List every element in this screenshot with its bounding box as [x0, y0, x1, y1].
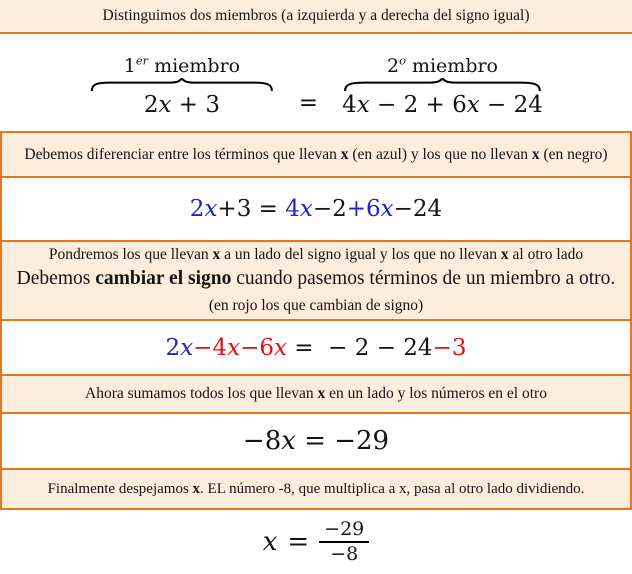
overbrace-icon [342, 78, 543, 91]
overbrace-icon [89, 78, 275, 91]
instruction-band-1 [0, 0, 632, 34]
instruction-text: Finalmente despejamos x. EL número -8, que multiplica a x, pasa al otro lado dividiendo. [47, 480, 585, 497]
equation-row-members [0, 34, 632, 131]
member-group-right [342, 53, 543, 118]
equation-row-colored-terms [2, 178, 630, 240]
equation-colored: 2x+3 = 4x−2+6x−24 [189, 196, 443, 222]
equation-row-simplified [2, 414, 630, 468]
instruction-text: Debemos diferenciar entre los términos que llevan x (en azul) y los que no llevan x (en negro) [24, 145, 608, 163]
instruction-band-3 [2, 240, 630, 321]
member-group-left [89, 53, 275, 118]
fraction-denominator: −8 [330, 543, 359, 565]
member-label-right: 2$^o$ miembro [386, 53, 498, 77]
member-expression-right: 4x − 2 + 6x − 24 [342, 91, 543, 118]
instruction-text: Distinguimos dos miembros (a izquierda y a derecha del signo igual) [102, 7, 530, 25]
instruction-text-line2: Debemos cambiar el signo cuando pasemos términos de un miembro a otro. (en rojo los que cambian de signo) [16, 268, 621, 314]
member-label-left: 1er miembro [123, 53, 241, 77]
equation-row-solution [0, 510, 632, 574]
solution-fraction [319, 519, 369, 566]
fraction-numerator: −29 [319, 519, 369, 543]
equation-row-sign-change [2, 321, 630, 374]
instruction-band-2 [2, 131, 630, 178]
instruction-band-4 [2, 374, 630, 414]
instruction-band-5 [2, 468, 630, 510]
equation-sign-change: 2x−4x−6x = − 2 − 24−3 [165, 334, 467, 361]
equals-sign: = [287, 527, 310, 557]
solution-variable: x [262, 527, 278, 557]
equals-sign: = [298, 90, 319, 116]
member-expression-left: 2x + 3 [143, 91, 220, 118]
equation-simplified: −8x = −29 [242, 426, 390, 456]
instruction-text: Ahora sumamos todos los que llevan x en un lado y los números en el otro [85, 385, 547, 403]
instruction-text-line1: Pondremos los que llevan x a un lado del signo igual y los que no llevan x al otro lado [48, 245, 584, 263]
bordered-section [0, 131, 632, 510]
